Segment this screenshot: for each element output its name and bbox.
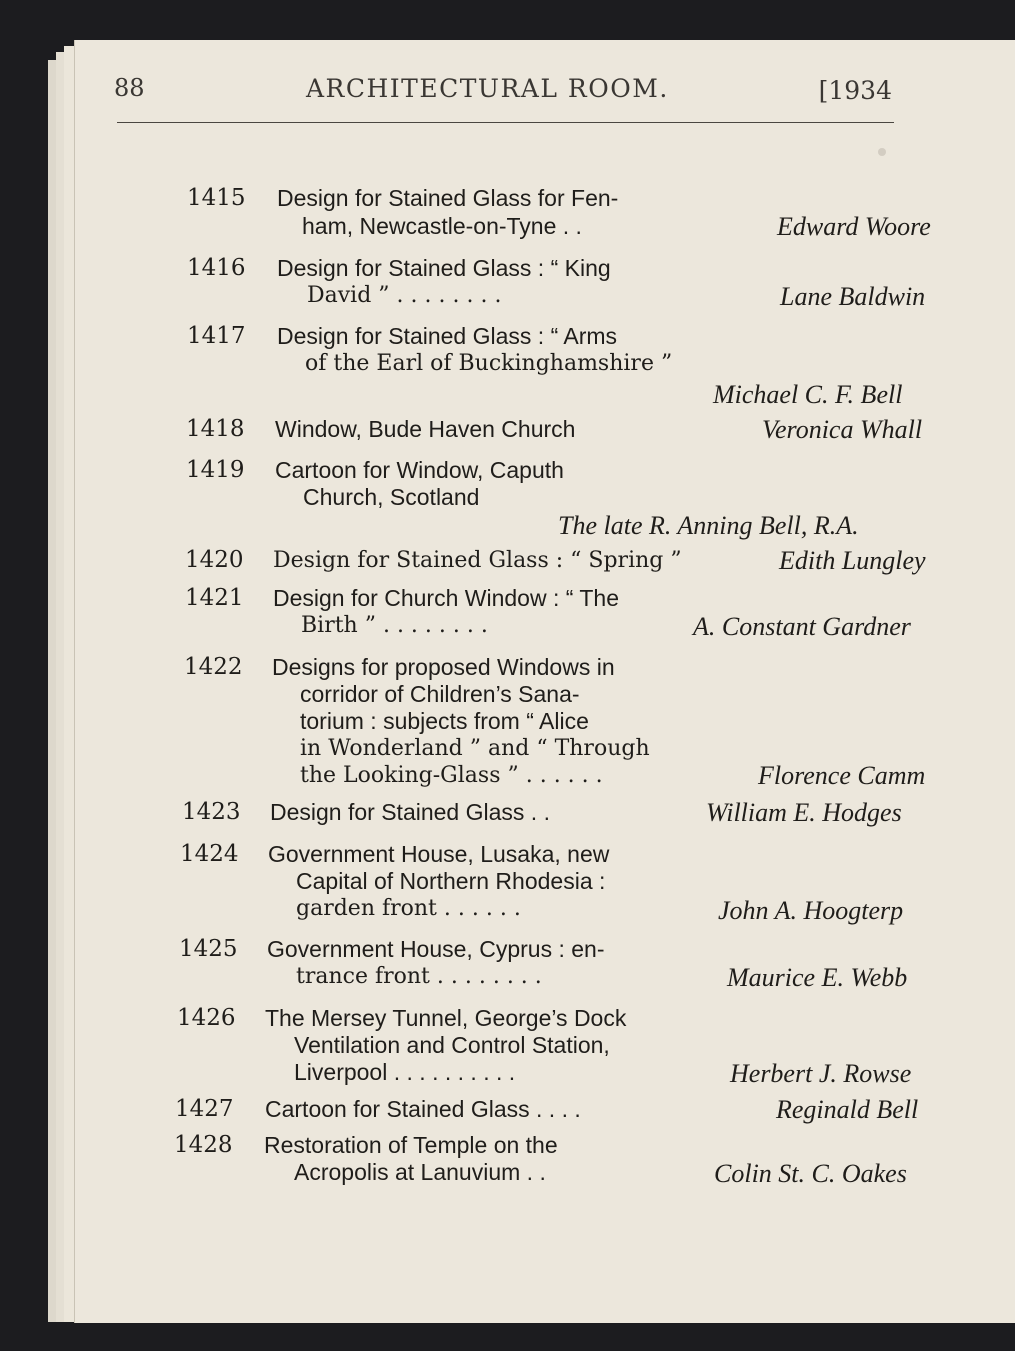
entry-artist: Edward Woore <box>777 212 931 241</box>
entry-artist: Lane Baldwin <box>780 282 926 311</box>
entry-number: 1428 <box>174 1132 233 1158</box>
entry-number: 1427 <box>175 1096 234 1122</box>
entry-title: Window, Bude Haven Church <box>275 416 576 442</box>
entry-number: 1420 <box>185 547 244 573</box>
entry-number: 1416 <box>187 255 246 281</box>
ink-mark <box>878 148 886 156</box>
entry-number: 1418 <box>186 416 245 442</box>
entry-title: Capital of Northern Rhodesia : <box>296 868 606 894</box>
entry-artist: A. Constant Gardner <box>693 612 911 641</box>
entry-title: trance front . . . . . . . . <box>296 964 542 989</box>
entry-artist: Herbert J. Rowse <box>730 1059 912 1088</box>
entry-artist: Florence Camm <box>758 761 926 790</box>
entry-title: ham, Newcastle-on-Tyne . . <box>302 213 582 239</box>
entry-title: Government House, Lusaka, new <box>268 841 610 867</box>
entry-title: Design for Church Window : “ The <box>273 585 619 611</box>
entry-artist: The late R. Anning Bell, R.A. <box>558 511 859 540</box>
entry-title: Cartoon for Stained Glass . . . . <box>265 1096 581 1122</box>
entry-number: 1419 <box>186 457 245 483</box>
entry-title: Design for Stained Glass : “ King <box>277 255 611 281</box>
entry-artist: Colin St. C. Oakes <box>714 1159 907 1188</box>
entry-title: in Wonderland ” and “ Through <box>300 736 650 761</box>
entry-number: 1423 <box>182 799 241 825</box>
entry-title: of the Earl of Buckinghamshire ” <box>305 351 673 376</box>
entry-title: Design for Stained Glass for Fen- <box>277 185 619 211</box>
entry-title: Church, Scotland <box>303 484 480 510</box>
entry-artist: Edith Lungley <box>779 546 926 575</box>
entry-title: Design for Stained Glass : “ Spring ” <box>273 548 682 573</box>
page-header <box>114 74 892 114</box>
entry-number: 1426 <box>177 1005 236 1031</box>
entry-number: 1424 <box>180 841 239 867</box>
entry-artist: Veronica Whall <box>762 415 923 444</box>
entry-title: Restoration of Temple on the <box>264 1132 558 1158</box>
entry-title: Acropolis at Lanuvium . . <box>294 1159 546 1185</box>
entry-title: David ” . . . . . . . . <box>307 283 502 308</box>
entry-title: Ventilation and Control Station, <box>294 1032 610 1058</box>
entry-number: 1417 <box>187 323 246 349</box>
running-head: ARCHITECTURAL ROOM. <box>306 74 669 103</box>
entry-artist: Maurice E. Webb <box>727 963 908 992</box>
entry-title: garden front . . . . . . <box>296 896 521 921</box>
entry-title: Designs for proposed Windows in <box>272 654 615 680</box>
header-rule <box>117 122 894 123</box>
entry-title: corridor of Children’s Sana- <box>300 681 580 707</box>
entry-title: The Mersey Tunnel, George’s Dock <box>265 1005 627 1031</box>
entry-artist: Reginald Bell <box>776 1095 919 1124</box>
entry-title: Liverpool . . . . . . . . . . <box>294 1059 516 1085</box>
entry-title: torium : subjects from “ Alice <box>300 708 589 734</box>
entry-title: Birth ” . . . . . . . . <box>301 613 488 638</box>
entry-artist: Michael C. F. Bell <box>713 380 903 409</box>
entry-title: Design for Stained Glass . . <box>270 799 550 825</box>
entry-title: the Looking-Glass ” . . . . . . <box>300 763 603 788</box>
entry-number: 1415 <box>187 185 246 211</box>
entry-title: Design for Stained Glass : “ Arms <box>277 323 618 349</box>
entry-title: Government House, Cyprus : en- <box>267 936 605 962</box>
entry-number: 1422 <box>184 654 243 680</box>
year: [1934 <box>818 76 892 105</box>
entry-number: 1421 <box>185 585 244 611</box>
entry-artist: John A. Hoogterp <box>718 896 904 925</box>
page-number: 88 <box>114 74 145 102</box>
entry-number: 1425 <box>179 936 238 962</box>
entry-title: Cartoon for Window, Caputh <box>275 457 564 483</box>
entry-artist: William E. Hodges <box>706 798 902 827</box>
